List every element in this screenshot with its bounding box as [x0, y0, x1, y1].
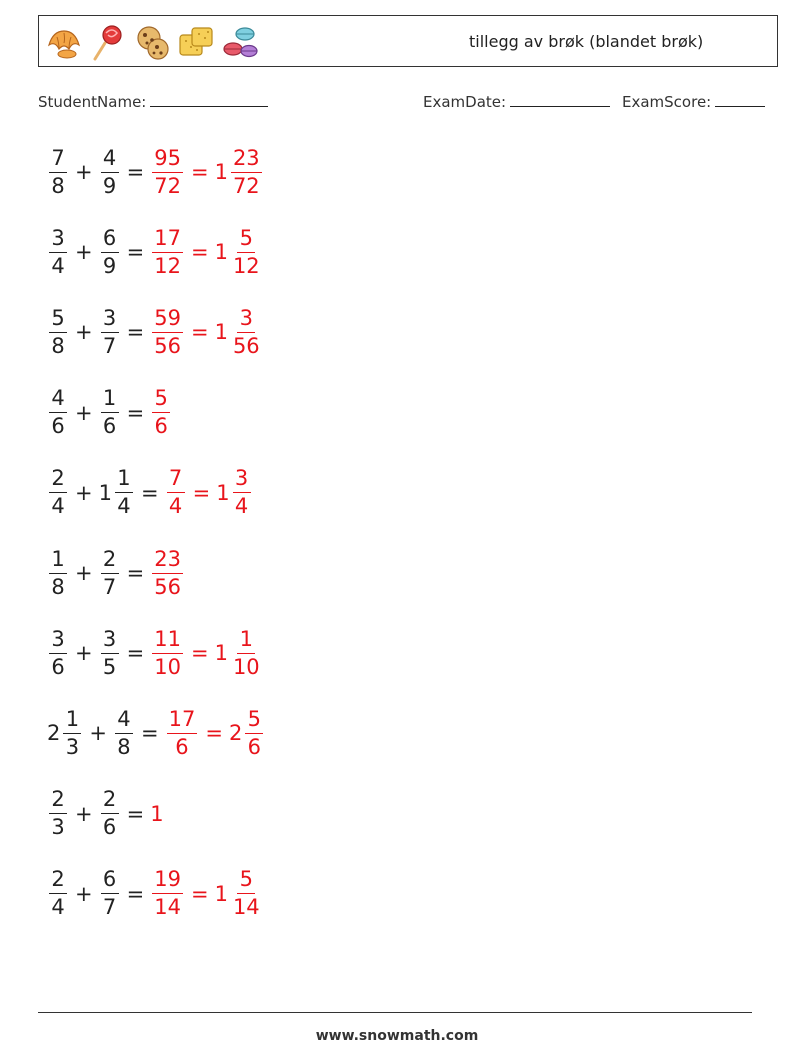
answer-fraction-denominator: 4 [168, 494, 183, 519]
addend-b-numerator: 6 [101, 228, 119, 253]
addend-a-denominator: 3 [65, 734, 80, 759]
addend-b-denominator: 5 [102, 654, 117, 679]
addend-a-denominator: 3 [51, 815, 65, 840]
addend-a-fraction [49, 225, 67, 278]
addend-b-numerator: 4 [115, 709, 133, 734]
answer-mixed-number-denominator: 14 [232, 895, 260, 920]
addend-b [99, 789, 121, 838]
addend-b-numerator: 2 [101, 789, 119, 814]
problem-row [47, 300, 264, 364]
answer [150, 626, 263, 679]
plus-sign: + [75, 801, 93, 826]
answer [150, 305, 263, 358]
addend-a-denominator: 6 [51, 654, 65, 679]
answer-mixed-number [215, 869, 264, 918]
answer-mixed-number-whole: 1 [216, 480, 230, 505]
plus-sign: + [75, 160, 93, 184]
answer-mixed-number-fraction [231, 869, 262, 918]
addend-b [99, 869, 121, 918]
addend-b-numerator: 2 [101, 549, 119, 574]
answer-fraction-fraction [152, 305, 183, 358]
equals-sign: = [126, 400, 145, 425]
answer-fraction-numerator: 17 [152, 228, 183, 253]
addend-b-denominator: 6 [102, 414, 117, 439]
icon-strip [45, 23, 259, 61]
exam-score-label: ExamScore: [622, 93, 712, 111]
answer-fraction-numerator: 19 [152, 869, 183, 894]
answer-mixed-number-whole: 2 [228, 721, 243, 746]
answer-fraction-numerator: 5 [152, 388, 170, 413]
addend-a-numerator: 1 [49, 549, 67, 574]
answer-fraction [165, 468, 187, 517]
answer-fraction [150, 145, 185, 198]
answer-fraction [150, 225, 185, 278]
addend-b-fraction [101, 225, 119, 278]
answer-fraction-fraction [167, 468, 185, 517]
problem-row [47, 381, 172, 445]
addend-a-numerator: 2 [49, 869, 67, 894]
addend-b [99, 388, 121, 437]
answer-mixed-number-denominator: 10 [232, 654, 260, 679]
answer-equals-sign: = [192, 480, 211, 505]
answer-fraction-fraction [152, 225, 183, 278]
answer-fraction-numerator: 17 [167, 709, 198, 734]
answer-mixed-number-numerator: 1 [237, 629, 255, 654]
addend-a-numerator: 5 [49, 308, 67, 333]
answer [150, 145, 263, 198]
plus-sign: + [75, 240, 93, 265]
addend-b-fraction [101, 546, 119, 599]
addend-b-fraction [115, 706, 133, 759]
answer-mixed-number-denominator: 72 [232, 173, 260, 198]
answer-mixed-number-numerator: 5 [237, 228, 255, 253]
answer-fraction [150, 802, 164, 826]
addend-b [99, 225, 121, 278]
addend-a-fraction [49, 388, 67, 437]
addend-b-whole: 1 [98, 480, 112, 505]
plus-sign: + [75, 400, 93, 425]
answer-mixed-number-numerator: 5 [245, 709, 263, 734]
addend-a-fraction [49, 145, 67, 198]
biscuit-icon [177, 23, 215, 61]
addend-b-denominator: 9 [102, 253, 117, 278]
addend-b-denominator: 7 [102, 895, 117, 920]
addend-b-numerator: 1 [115, 468, 133, 493]
answer-mixed-number-fraction [233, 468, 251, 517]
problem-row [47, 701, 265, 765]
addend-b [99, 626, 121, 679]
plus-sign: + [75, 480, 93, 505]
plus-sign: + [75, 561, 93, 585]
answer [150, 802, 164, 826]
answer-mixed-number-whole: 1 [214, 641, 228, 666]
addend-a-fraction [49, 305, 67, 358]
student-name-field[interactable] [38, 92, 268, 111]
croissant-icon [45, 23, 83, 61]
addend-b-fraction [101, 145, 119, 198]
answer-fraction-fraction [152, 388, 170, 437]
answer [165, 706, 266, 759]
addend-b-fraction [101, 305, 119, 358]
addend-a-numerator: 2 [49, 468, 67, 493]
answer-fraction [165, 706, 200, 759]
answer-mixed-number [228, 706, 265, 759]
answer-fraction [150, 305, 185, 358]
answer-mixed-number [214, 626, 264, 679]
answer-equals-sign: = [190, 881, 209, 906]
addend-a [47, 225, 69, 278]
addend-a [47, 706, 83, 759]
student-name-blank[interactable] [150, 92, 268, 107]
addend-b-denominator: 9 [102, 173, 117, 198]
answer [150, 388, 172, 437]
footer-divider [38, 1012, 752, 1013]
equals-sign: = [126, 881, 145, 906]
answer-mixed-number-whole: 1 [214, 881, 228, 906]
answer-fraction-numerator: 7 [167, 468, 185, 493]
equals-sign: = [126, 561, 145, 585]
answer-mixed-number [214, 225, 264, 278]
answer-mixed-number-denominator: 12 [232, 253, 260, 278]
worksheet-title: tillegg av brøk (blandet brøk) [469, 32, 704, 51]
answer-fraction-denominator: 6 [154, 414, 168, 439]
footer-url: www.snowmath.com [315, 1028, 479, 1044]
addend-b-denominator: 4 [117, 494, 131, 519]
exam-score-blank[interactable] [715, 92, 765, 107]
lollipop-icon [89, 23, 127, 61]
addend-a-denominator: 4 [51, 494, 65, 519]
answer-fraction [150, 388, 172, 437]
addend-a-fraction [49, 789, 67, 838]
addend-a [47, 145, 69, 198]
equals-sign: = [126, 320, 145, 345]
answer-fraction-fraction [152, 145, 183, 198]
addend-a [47, 388, 69, 437]
answer-fraction-denominator: 72 [154, 173, 181, 198]
answer-fraction [150, 546, 185, 599]
answer-mixed-number [214, 305, 264, 358]
addend-a-whole: 2 [47, 721, 61, 746]
answer-equals-sign: = [205, 721, 223, 746]
addend-a [47, 305, 69, 358]
answer-mixed-number-numerator: 5 [237, 869, 255, 894]
addend-b-denominator: 6 [102, 815, 117, 840]
addend-b-fraction [115, 468, 133, 517]
addend-a-fraction [49, 626, 67, 679]
answer-mixed-number-numerator: 3 [237, 308, 255, 333]
answer-equals-sign: = [190, 160, 209, 184]
plus-sign: + [75, 320, 93, 345]
answer-mixed-number-whole: 1 [214, 240, 228, 265]
answer-equals-sign: = [190, 240, 209, 265]
exam-date-label: ExamDate: [423, 93, 507, 111]
addend-a-numerator: 4 [49, 388, 67, 413]
answer [165, 468, 253, 517]
addend-a-numerator: 2 [49, 789, 67, 814]
problem-row [47, 621, 264, 685]
answer-fraction-fraction [167, 706, 198, 759]
answer [150, 225, 263, 278]
addend-a-numerator: 3 [49, 629, 67, 654]
addend-b [99, 468, 135, 517]
answer-mixed-number-fraction [231, 225, 262, 278]
exam-score-field[interactable] [622, 92, 765, 111]
answer-mixed-number-denominator: 4 [234, 494, 249, 519]
answer-mixed-number-fraction [231, 305, 262, 358]
plus-sign: + [75, 641, 93, 666]
answer-fraction-numerator: 59 [152, 308, 183, 333]
addend-a-numerator: 7 [49, 148, 67, 173]
problem-row [47, 461, 253, 525]
exam-date-blank[interactable] [510, 92, 610, 107]
addend-b-numerator: 1 [101, 388, 119, 413]
addend-a-denominator: 6 [51, 414, 65, 439]
answer-mixed-number-numerator: 23 [231, 148, 262, 173]
problem-row [47, 782, 165, 846]
answer-fraction-denominator: 10 [154, 654, 181, 679]
addend-a-fraction [49, 546, 67, 599]
answer-mixed-number [214, 145, 264, 198]
addend-b-denominator: 7 [102, 574, 117, 599]
equals-sign: = [126, 801, 145, 826]
problem-row [47, 140, 264, 204]
answer-mixed-number-whole: 1 [214, 320, 228, 345]
answer-mixed-number [216, 468, 252, 517]
addend-b-fraction [101, 789, 119, 838]
answer-mixed-number-denominator: 56 [232, 333, 260, 358]
answer [150, 869, 263, 918]
addend-a-fraction [63, 706, 81, 759]
addend-b [99, 546, 121, 599]
addend-a [47, 468, 69, 517]
addend-a [47, 869, 69, 918]
equals-sign: = [126, 160, 145, 184]
worksheet-header [38, 15, 778, 67]
answer-fraction [150, 626, 185, 679]
answer [150, 546, 185, 599]
addend-b-denominator: 7 [102, 333, 117, 358]
addend-b [99, 145, 121, 198]
answer-fraction-numerator: 23 [152, 549, 183, 574]
addend-a [47, 626, 69, 679]
cookie-icon [133, 23, 171, 61]
addend-a-fraction [49, 869, 67, 918]
addend-b-denominator: 8 [117, 734, 131, 759]
answer-mixed-number-fraction [231, 145, 262, 198]
answer-mixed-number-whole: 1 [214, 160, 228, 184]
addend-b-numerator: 6 [101, 869, 119, 894]
answer-equals-sign: = [190, 320, 209, 345]
equals-sign: = [140, 721, 159, 746]
answer-fraction-denominator: 14 [154, 895, 181, 920]
answer-fraction-denominator: 56 [154, 574, 181, 599]
answer-mixed-number-fraction [245, 706, 263, 759]
addend-a-numerator: 1 [63, 709, 81, 734]
answer-mixed-number-numerator: 3 [233, 468, 251, 493]
addend-a [47, 789, 69, 838]
addend-a-numerator: 3 [49, 228, 67, 253]
answer-fraction-numerator: 95 [152, 148, 183, 173]
addend-b-fraction [101, 626, 119, 679]
answer-fraction-numerator: 11 [152, 629, 183, 654]
equals-sign: = [126, 240, 145, 265]
addend-a-fraction [49, 468, 67, 517]
addend-a-denominator: 8 [51, 173, 65, 198]
addend-a-denominator: 4 [51, 895, 65, 920]
addend-b-numerator: 3 [101, 629, 119, 654]
addend-b-numerator: 4 [101, 148, 119, 173]
answer-fraction-denominator: 6 [175, 734, 189, 759]
addend-b-fraction [101, 388, 119, 437]
addend-b-numerator: 3 [101, 308, 119, 333]
addend-b [113, 706, 135, 759]
addend-b [99, 305, 121, 358]
answer-fraction-fraction [152, 869, 183, 918]
problem-row [47, 220, 264, 284]
problem-row [47, 541, 185, 605]
equals-sign: = [140, 480, 159, 505]
answer-fraction-denominator: 12 [154, 253, 181, 278]
answer-fraction-whole: 1 [150, 801, 164, 826]
addend-a-denominator: 4 [51, 253, 65, 278]
answer-fraction [150, 869, 185, 918]
answer-fraction-denominator: 56 [154, 333, 181, 358]
answer-mixed-number-denominator: 6 [247, 734, 261, 759]
equals-sign: = [126, 641, 145, 666]
answer-fraction-fraction [152, 626, 183, 679]
addend-a [47, 546, 69, 599]
macaron-icon [221, 23, 259, 61]
plus-sign: + [75, 881, 93, 906]
addend-a-denominator: 8 [51, 333, 65, 358]
plus-sign: + [89, 721, 107, 746]
problem-row [47, 862, 264, 926]
addend-b-fraction [101, 869, 119, 918]
answer-fraction-fraction [152, 546, 183, 599]
student-info-row [38, 92, 770, 116]
student-name-label: StudentName: [38, 93, 147, 111]
answer-mixed-number-fraction [231, 626, 262, 679]
addend-a-denominator: 8 [51, 574, 65, 599]
exam-date-field[interactable] [423, 92, 610, 111]
answer-equals-sign: = [190, 641, 209, 666]
